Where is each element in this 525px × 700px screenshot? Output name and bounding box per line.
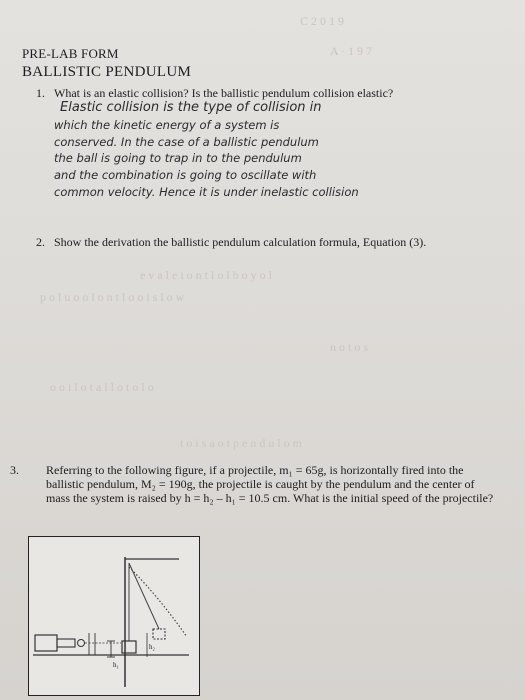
bleed-through-text: n o t o s: [330, 340, 369, 354]
handwritten-line: conserved. In the case of a ballistic pendulum: [54, 134, 319, 149]
handwritten-line: and the combination is going to oscillate with: [54, 168, 317, 183]
form-label: PRE-LAB FORM: [22, 46, 119, 61]
bleed-through-text: A · 1 9 7: [330, 44, 372, 58]
question-text: What is an elastic collision? Is the ballistic pendulum collision elastic?: [54, 86, 394, 100]
ballistic-pendulum-figure: [28, 536, 200, 696]
form-title: BALLISTIC PENDULUM: [22, 64, 192, 80]
handwritten-line: common velocity. Hence it is under inelastic collision: [54, 184, 359, 199]
bleed-through-text: e v a l e i o n t l o l b o y o l: [140, 268, 272, 282]
bleed-through-text: C 2 0 1 9: [300, 14, 345, 28]
bleed-through-text: p o l u o o l o n t l o o i s l o w: [40, 290, 185, 304]
label-h2: h₂: [149, 643, 155, 651]
handwritten-line: Elastic collision is the type of collision in: [60, 100, 322, 115]
question-number: 3.: [10, 463, 19, 477]
handwritten-line: which the kinetic energy of a system is: [54, 117, 280, 132]
bleed-through-text: t o i s a o t p e n d u l o m: [180, 436, 302, 450]
question-3: [10, 463, 498, 505]
question-text: Show the derivation the ballistic pendulum calculation formula, Equation (3).: [54, 235, 427, 249]
bleed-through-text: o o i l o t a l l o t o l o: [50, 380, 154, 394]
question-number: 2.: [36, 235, 45, 249]
label-h1: h₁: [113, 661, 119, 669]
question-number: 1.: [36, 86, 45, 100]
question-2: [36, 235, 426, 249]
pendulum-diagram: [29, 537, 199, 695]
handwritten-line: the ball is going to trap in to the pendulum: [54, 151, 302, 166]
handwritten-answer: [54, 100, 510, 201]
form-header: [22, 46, 191, 81]
question-text: Referring to the following figure, if a projectile, m₁ = 65g, is horizontally fired into the ballistic pendulum, M₂ = 190g, the projectile is caught by the pendulum and the center of mass the system is raised by h = h₂ – h₁ = 10.5 cm. What is the initial speed of the projectile?: [46, 463, 494, 505]
question-1: [36, 86, 393, 100]
